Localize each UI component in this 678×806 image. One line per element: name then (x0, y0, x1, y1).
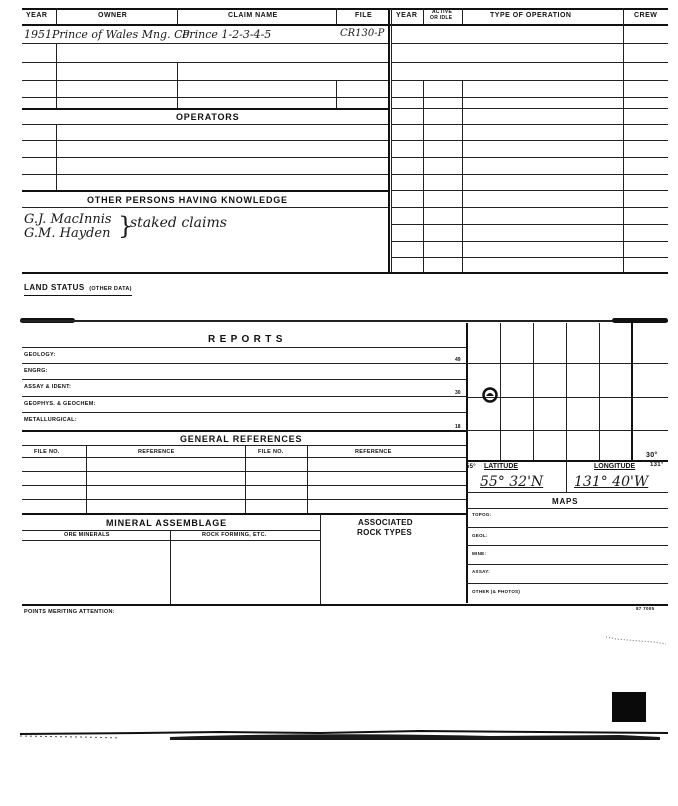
other-persons-title: OTHER PERSONS HAVING KNOWLEDGE (87, 195, 288, 205)
ref-header-reference-1: REFERENCE (138, 449, 175, 455)
operators-title: OPERATORS (176, 112, 240, 122)
report-engrg-label: ENGRG: (24, 368, 48, 374)
land-status-sub: (OTHER DATA) (89, 286, 132, 292)
header-crew: CREW (634, 12, 658, 19)
reports-title: R E P O R T S (208, 334, 284, 345)
associated-line-2: ROCK TYPES (357, 528, 413, 537)
latitude-value: 55° 32'N (480, 474, 544, 490)
maps-assay: ASSAY: (472, 569, 491, 574)
header-or-idle: OR IDLE (430, 15, 453, 21)
long-tick-top: 30° (646, 452, 658, 459)
header-type-of-operation: TYPE OF OPERATION (490, 12, 572, 19)
associated-line-1: ASSOCIATED (358, 518, 413, 527)
header-active: ACTIVE (432, 9, 453, 15)
report-geology-label: GEOLOGY: (24, 352, 56, 358)
header-claim-name: CLAIM NAME (228, 12, 278, 19)
ref-header-file-no-2: FILE NO. (258, 449, 284, 455)
points-meriting-label: POINTS MERITING ATTENTION: (24, 609, 115, 615)
latitude-label: LATITUDE (484, 463, 519, 470)
scan-black-block (612, 692, 646, 722)
rock-forming-label: ROCK FORMING, ETC. (202, 532, 267, 538)
entry-year: 1951 (24, 28, 52, 41)
ref-header-reference-2: REFERENCE (355, 449, 392, 455)
entry-owner: Prince of Wales Mng. Co. (52, 28, 193, 41)
header-year-right: YEAR (396, 12, 418, 19)
ref-header-file-no-1: FILE NO. (34, 449, 60, 455)
longitude-label: LONGITUDE (594, 463, 636, 470)
entry-file: CR130-P (340, 28, 385, 39)
report-metallurgical-label: METALLURGICAL: (24, 417, 77, 423)
report-geology-num: 49 (455, 357, 461, 363)
lon-tick-right: 131° (650, 462, 664, 468)
header-file: FILE (355, 12, 373, 19)
maps-topog: TOPOG: (472, 512, 492, 517)
mineral-assemblage-title: MINERAL ASSEMBLAGE (106, 518, 227, 528)
report-geophys-label: GEOPHYS. & GEOCHEM: (24, 401, 96, 407)
maps-geol: GEOL: (472, 533, 488, 538)
brace: } (118, 212, 134, 240)
report-metallurgical-num: 18 (455, 424, 461, 430)
header-year: YEAR (26, 12, 48, 19)
report-assay-num: 30 (455, 390, 461, 396)
other-person-2: G.M. Hayden (24, 226, 111, 241)
header-owner: OWNER (98, 12, 128, 19)
report-assay-label: ASSAY & IDENT: (24, 384, 72, 390)
form-code: 87 7005 (636, 606, 655, 611)
entry-claim-name: Prince 1-2-3-4-5 (182, 28, 272, 41)
maps-mine: MINE: (472, 551, 487, 556)
scan-speck-right (606, 632, 666, 642)
location-marker-icon (482, 387, 498, 403)
longitude-value: 131° 40'W (574, 474, 649, 490)
land-status-label: LAND STATUS (24, 283, 85, 292)
land-status (24, 277, 132, 296)
general-references-title: GENERAL REFERENCES (180, 434, 303, 444)
other-persons-note: staked claims (130, 215, 227, 231)
ore-minerals-label: ORE MINERALS (64, 532, 110, 538)
other-person-1: G.J. MacInnis (24, 212, 112, 227)
lat-tick-left: 55° (466, 464, 476, 470)
scan-bottom-edge (20, 728, 668, 742)
maps-other: OTHER (& PHOTOS) (472, 589, 521, 594)
maps-title: MAPS (552, 497, 579, 506)
